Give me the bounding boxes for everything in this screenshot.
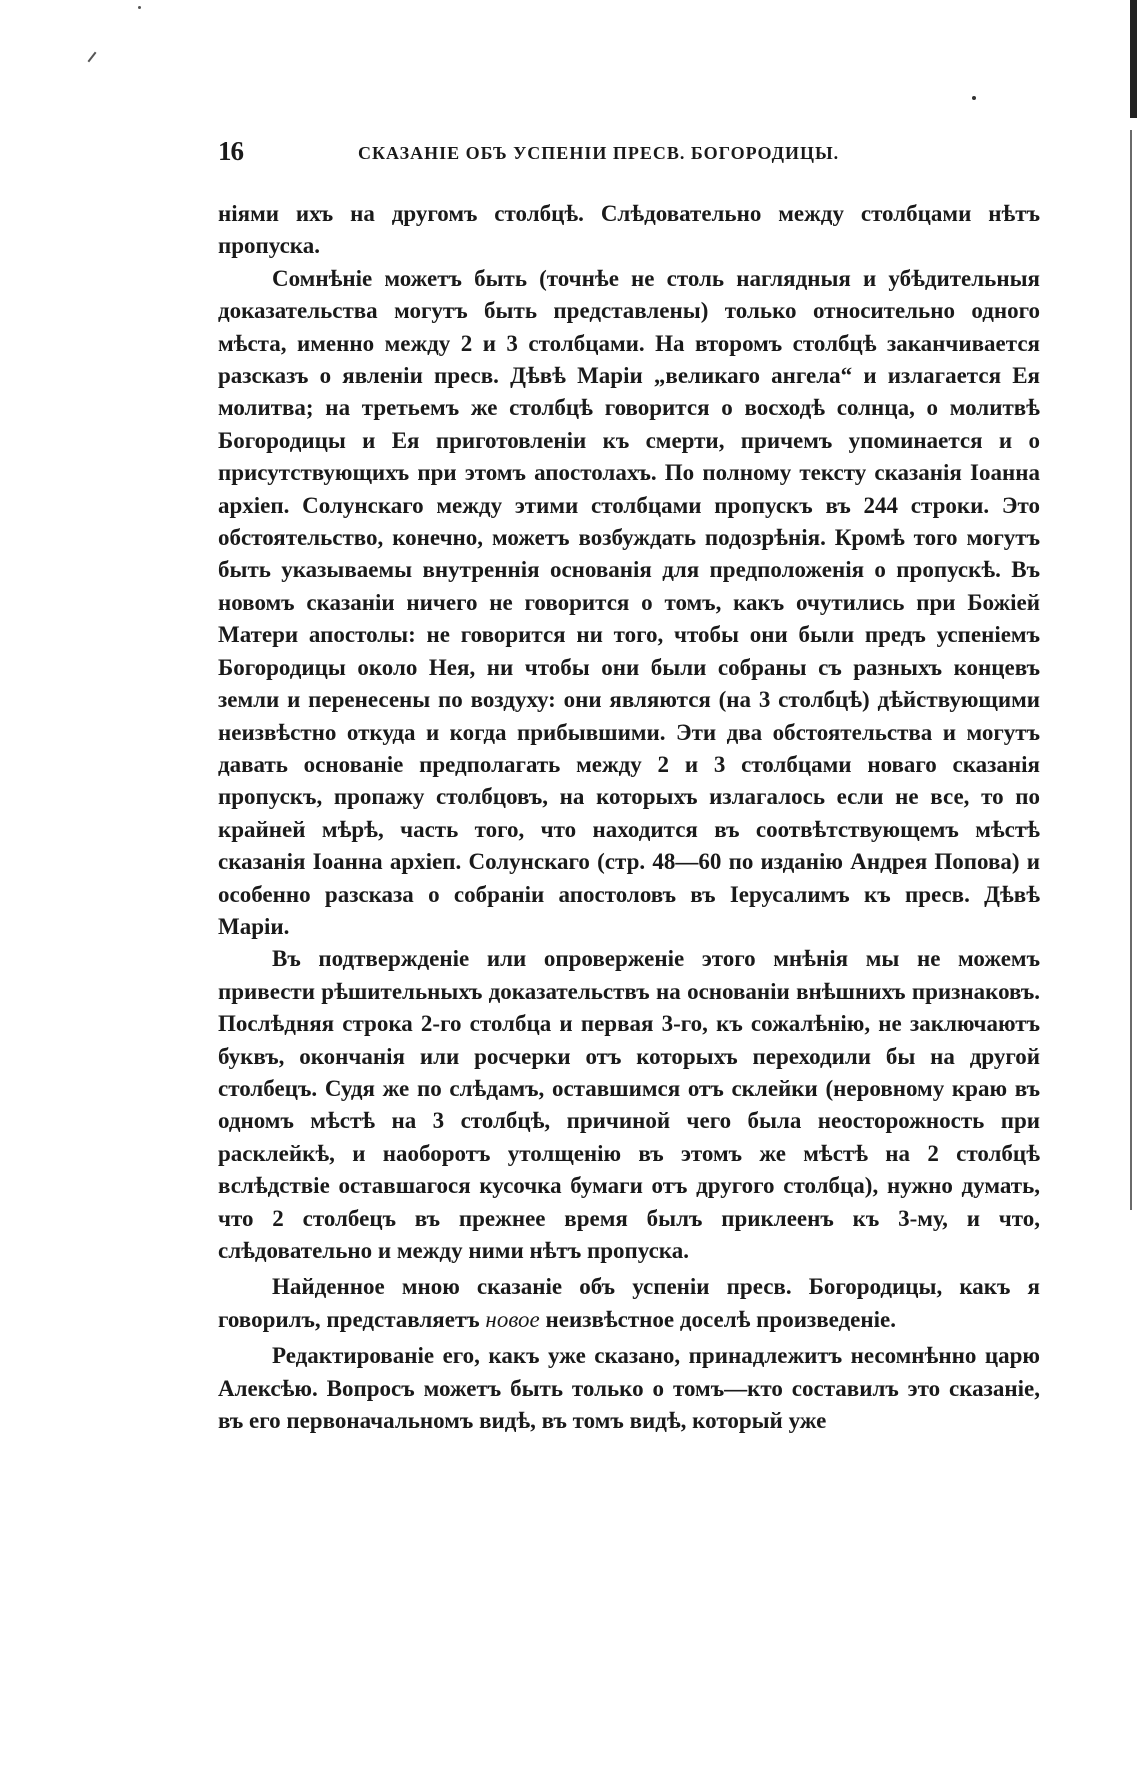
running-head [218, 136, 1040, 172]
book-page [218, 136, 1040, 1437]
paragraph-editing: Редактированіе его, какъ уже сказано, принадлежитъ несомнѣнно царю Алексѣю. Вопросъ можетъ быть только о томъ—кто составилъ это сказаніе, въ его первоначальномъ видѣ, въ томъ видѣ, который уже [218, 1343, 1040, 1434]
paragraph-new-work-start: Найденное мною сказаніе объ успеніи пресв. Богородицы, какъ я говорилъ, представляетъ [218, 1274, 1040, 1332]
scan-edge-line [1130, 130, 1132, 1210]
paragraph-evidence: Въ подтвержденіе или опроверженіе этого мнѣнія мы не можемъ привести рѣшительныхъ доказательствъ на основаніи внѣшнихъ признаковъ. Послѣдняя строка 2-го столбца и первая 3-го, къ сожалѣнію, не заключаютъ буквъ, окончанія или росчерки отъ которыхъ переходили бы на другой столбецъ. Судя же по слѣдамъ, оставшимся отъ склейки (неровному краю въ одномъ мѣстѣ на 3 столбцѣ, причиной чего была неосторожность при расклейкѣ, и наоборотъ утолщенію въ этомъ же мѣстѣ на 2 столбцѣ вслѣдствіе оставшагося кусочка бумаги отъ другого столбца), нужно думать, что 2 столбецъ въ прежнее время былъ приклеенъ къ 3-му, и что, слѣдовательно и между ними нѣтъ пропуска. [218, 946, 1040, 1263]
page-number: 16 [218, 136, 243, 166]
paragraph-doubt: Сомнѣніе можетъ быть (точнѣе не столь наглядныя и убѣдительныя доказательства могутъ быть представлены) только относительно одного мѣста, именно между 2 и 3 столбцами. На второмъ столбцѣ заканчивается разсказъ о явленіи пресв. Дѣвѣ Маріи „великаго ангела“ и излагается Ея молитва; на третьемъ же столбцѣ говорится о восходѣ солнца, о молитвѣ Богородицы и Ея приготовленіи къ смерти, причемъ упоминается и о присутствующихъ при этомъ апостолахъ. По полному тексту сказанія Іоанна архіеп. Солунскаго между этими столбцами пропускъ въ 244 строки. Это обстоятельство, конечно, можетъ возбуждать подозрѣнія. Кромѣ того могутъ быть указываемы внутреннія основанія для предположенія о пропускѣ. Въ новомъ сказаніи ничего не говорится о томъ, какъ очутились при Божіей Матери апостолы: не говорится ни того, чтобы они были предъ успеніемъ Богородицы около Нея, ни чтобы они были собраны съ разныхъ концевъ земли и перенесены по воздуху: они являются (на 3 столбцѣ) дѣйствующими неизвѣстно откуда и когда прибывшими. Эти два обстоятельства и могутъ давать основаніе предполагать между 2 и 3 столбцами новаго сказанія пропускъ, пропажу столбцовъ, на которыхъ излагалось если не все, то по крайней мѣрѣ, часть того, что находится въ соотвѣтствующемъ мѣстѣ сказанія Іоанна архіеп. Солунскаго (стр. 48—60 по изданію Андрея Попова) и особенно разсказа о собраніи апостоловъ въ Іерусалимъ къ пресв. Дѣвѣ Маріи. [218, 265, 1040, 939]
scan-pencil-mark [88, 52, 97, 63]
paragraph-continuation: ніями ихъ на другомъ столбцѣ. Слѣдовательно между столбцами нѣтъ пропуска. [218, 201, 1040, 259]
body-text [218, 198, 1040, 1437]
paragraph-new-work-end: неизвѣстное доселѣ произведеніе. [539, 1306, 896, 1332]
scan-corner-dot [138, 6, 141, 9]
scan-edge-bar [1130, 0, 1137, 118]
running-title: СКАЗАНІЕ ОБЪ УСПЕНІИ ПРЕСВ. БОГОРОДИЦЫ. [358, 143, 840, 163]
scan-speck [972, 96, 976, 100]
emphasis-new: новое [485, 1306, 540, 1332]
paragraph-new-work [218, 1271, 1040, 1336]
